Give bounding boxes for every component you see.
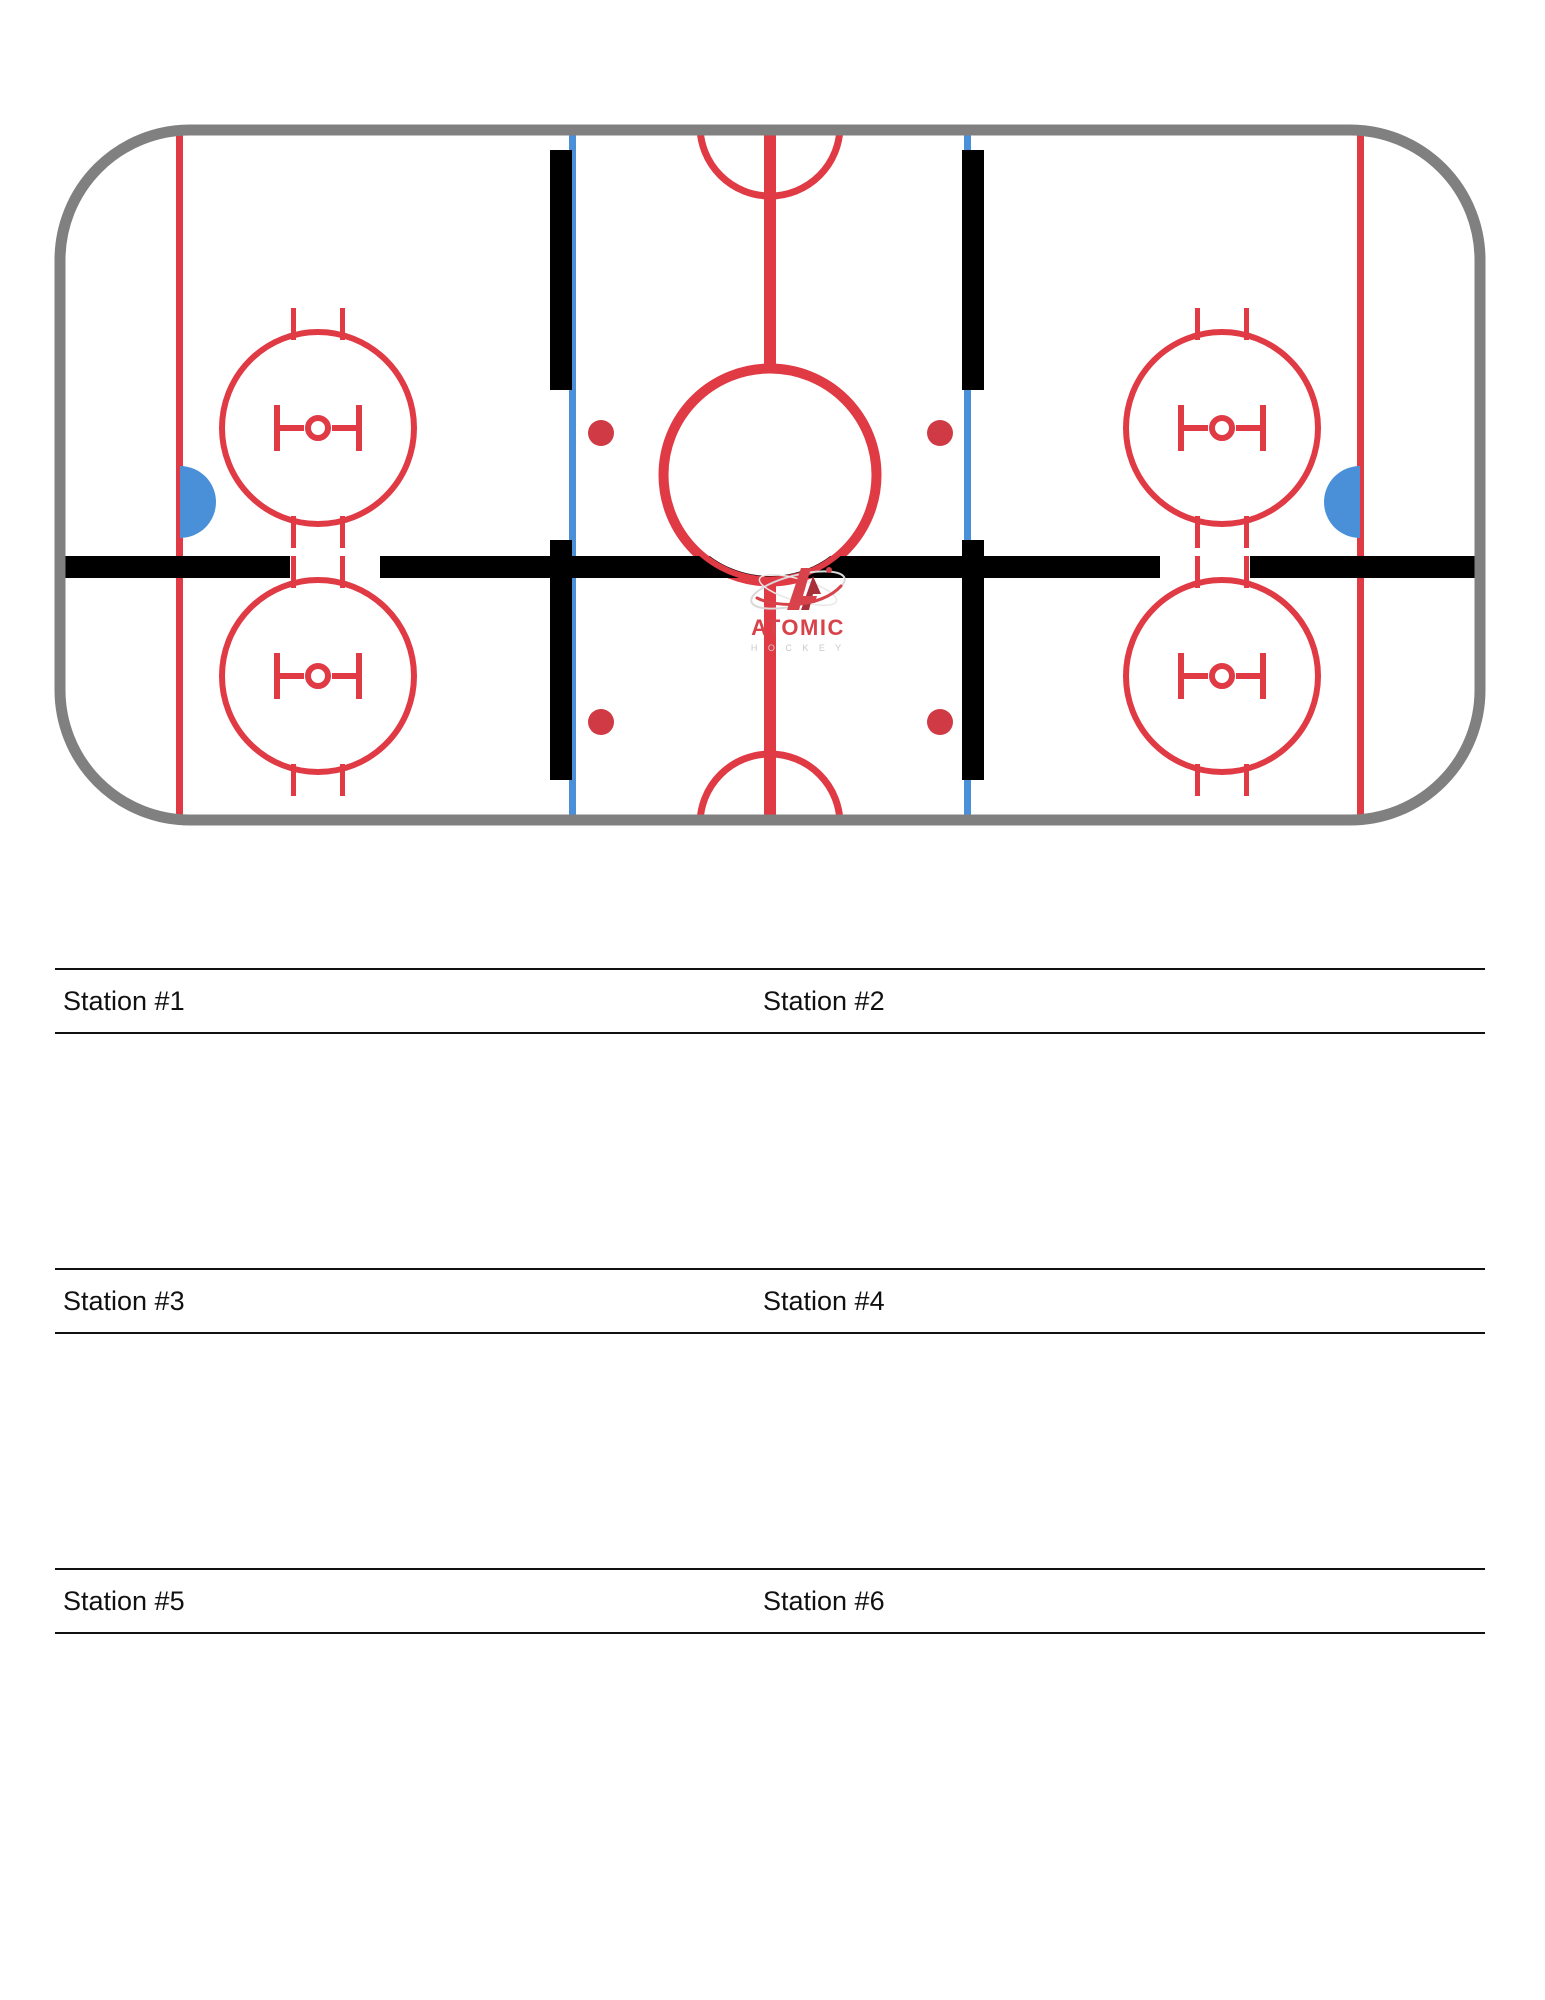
station-label-6: Station #6 bbox=[763, 1586, 885, 1616]
station-sections bbox=[55, 968, 1485, 1868]
divider-line bbox=[55, 1032, 1485, 1034]
station-label-row bbox=[55, 1588, 1485, 1628]
divider-line bbox=[55, 1332, 1485, 1334]
center-logo-disc bbox=[669, 374, 871, 576]
faceoff-dot-lower-left bbox=[588, 709, 614, 735]
rink-diagram bbox=[50, 120, 1490, 830]
station-label-row bbox=[55, 988, 1485, 1028]
station-label-3: Station #3 bbox=[63, 1286, 185, 1316]
bar-vertical-upper-right bbox=[962, 150, 984, 390]
station-group-2 bbox=[55, 1268, 1485, 1568]
divider-line bbox=[55, 1268, 1485, 1270]
station-label-row bbox=[55, 1288, 1485, 1328]
station-label-5: Station #5 bbox=[63, 1586, 185, 1616]
station-label-2: Station #2 bbox=[763, 986, 885, 1016]
faceoff-dot-upper-right bbox=[927, 420, 953, 446]
logo-subtext: H O C K E Y bbox=[750, 642, 846, 653]
station-group-1 bbox=[55, 968, 1485, 1268]
station-group-3 bbox=[55, 1568, 1485, 1868]
logo-wordmark: ATOMIC bbox=[751, 614, 845, 640]
faceoff-dot-lower-right bbox=[927, 709, 953, 735]
divider-line bbox=[55, 1632, 1485, 1634]
divider-line bbox=[55, 1568, 1485, 1570]
faceoff-dot-upper-left bbox=[588, 420, 614, 446]
station-label-4: Station #4 bbox=[763, 1286, 885, 1316]
bar-horizontal-left-edge bbox=[50, 556, 290, 578]
bar-vertical-lower-left bbox=[550, 540, 572, 780]
divider-line bbox=[55, 968, 1485, 970]
station-label-1: Station #1 bbox=[63, 986, 185, 1016]
bar-vertical-lower-right bbox=[962, 540, 984, 780]
bar-vertical-upper-left bbox=[550, 150, 572, 390]
bar-horizontal-right-edge bbox=[1250, 556, 1490, 578]
